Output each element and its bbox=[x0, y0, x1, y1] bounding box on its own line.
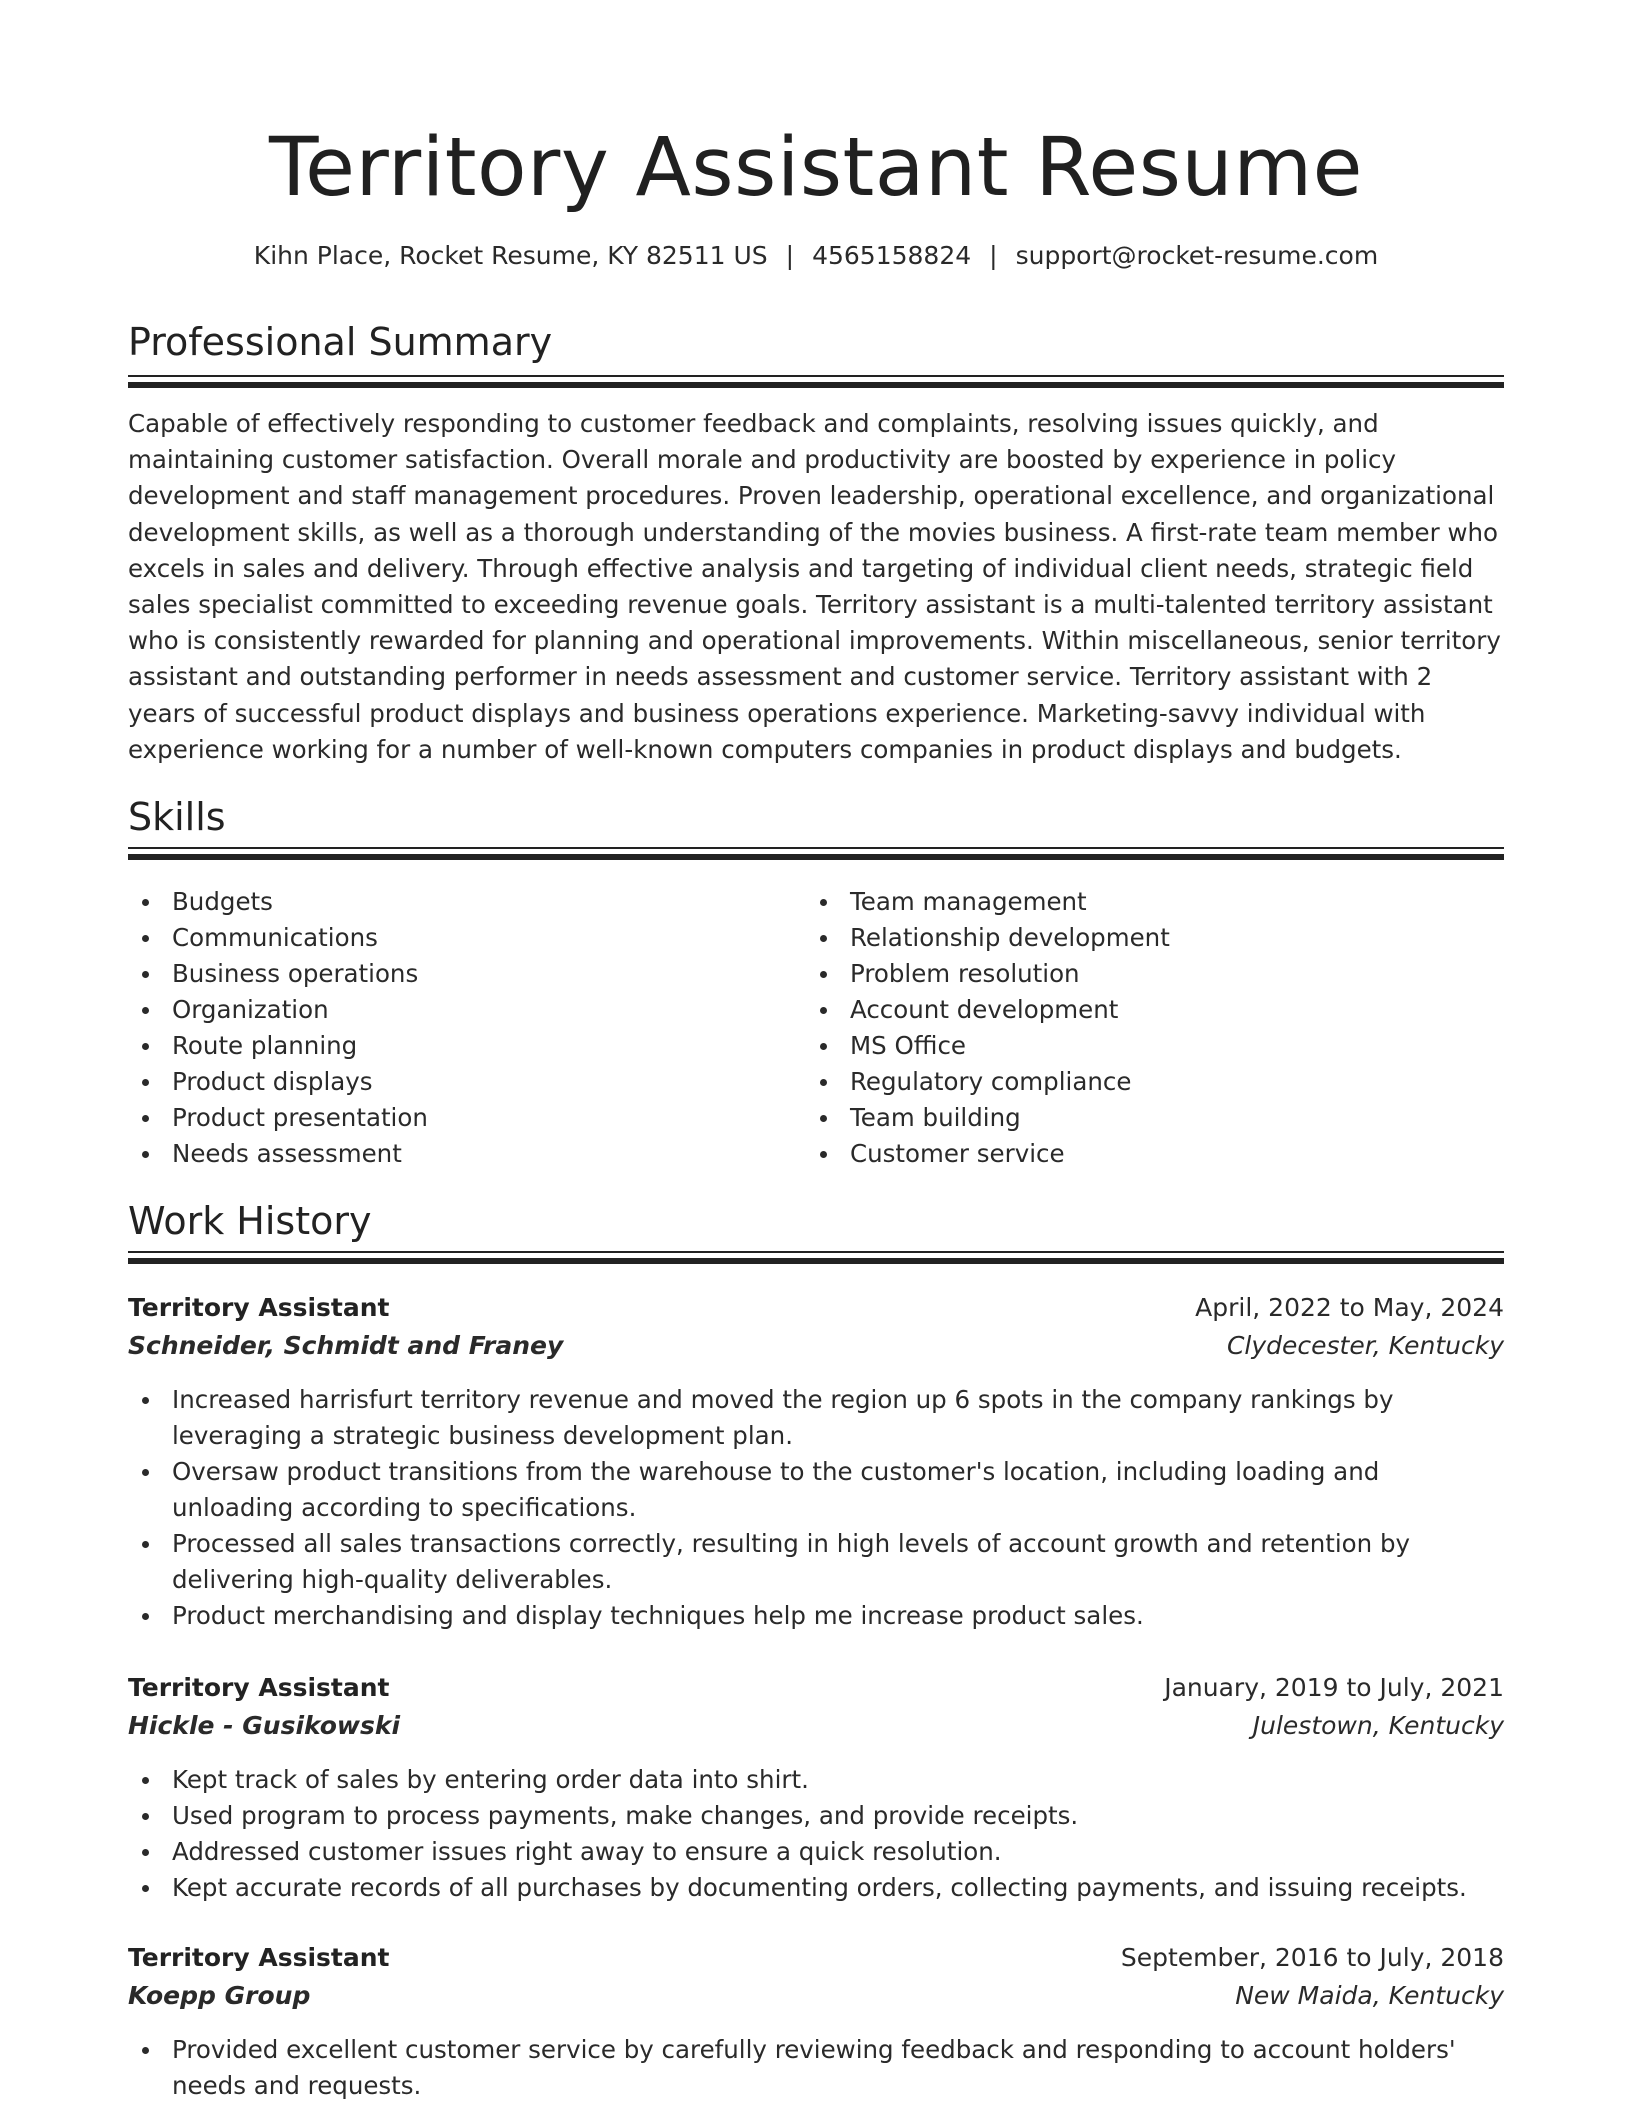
job-location: Clydecester, Kentucky bbox=[1226, 1331, 1504, 1360]
job-bullet: Addressed customer issues right away to ensure a quick resolution. bbox=[128, 1834, 1504, 1870]
section-heading-summary: Professional Summary bbox=[128, 320, 553, 364]
skill-item: Communications bbox=[128, 920, 768, 956]
job-bullet: Increased harrisfurt territory revenue and moved the region up 6 spots in the company rankings by leveraging a strategic business development plan. bbox=[128, 1382, 1504, 1454]
skill-item: Team building bbox=[806, 1100, 1446, 1136]
skill-item: Regulatory compliance bbox=[806, 1064, 1446, 1100]
skill-item: MS Office bbox=[806, 1028, 1446, 1064]
section-heading-skills: Skills bbox=[128, 795, 226, 839]
skills-list-right bbox=[806, 884, 1446, 1172]
resume-title: Territory Assistant Resume bbox=[268, 121, 1364, 215]
job-entry bbox=[128, 1290, 1504, 1634]
job-company: Schneider, Schmidt and Franey bbox=[128, 1331, 564, 1360]
job-header bbox=[128, 1940, 1504, 2016]
contact-separator: | bbox=[785, 241, 795, 270]
contact-line bbox=[128, 238, 1504, 274]
job-bullets bbox=[128, 1382, 1504, 1634]
section-divider bbox=[128, 1251, 1504, 1264]
job-dates: April, 2022 to May, 2024 bbox=[1195, 1293, 1504, 1322]
job-title: Territory Assistant bbox=[128, 1293, 390, 1322]
job-entry bbox=[128, 1670, 1504, 1906]
contact-separator: | bbox=[989, 241, 998, 270]
job-bullet: Kept accurate records of all purchases by documenting orders, collecting payments, and issuing receipts. bbox=[128, 1870, 1504, 1906]
job-location: Julestown, Kentucky bbox=[1252, 1711, 1504, 1740]
contact-email[interactable]: support@rocket-resume.com bbox=[1015, 241, 1379, 270]
skill-item: Product displays bbox=[128, 1064, 768, 1100]
job-title: Territory Assistant bbox=[128, 1673, 390, 1702]
job-location: New Maida, Kentucky bbox=[1235, 1981, 1504, 2010]
skill-item: Problem resolution bbox=[806, 956, 1446, 992]
job-bullet: Used program to process payments, make changes, and provide receipts. bbox=[128, 1798, 1504, 1834]
job-dates: September, 2016 to July, 2018 bbox=[1120, 1943, 1504, 1972]
job-entry bbox=[128, 1940, 1504, 2104]
job-bullet: Product merchandising and display techniques help me increase product sales. bbox=[128, 1598, 1504, 1634]
skill-item: Budgets bbox=[128, 884, 768, 920]
job-company: Koepp Group bbox=[128, 1981, 311, 2010]
job-bullet: Processed all sales transactions correctly, resulting in high levels of account growth and retention by delivering high-quality deliverables. bbox=[128, 1526, 1504, 1598]
job-title: Territory Assistant bbox=[128, 1943, 390, 1972]
section-divider bbox=[128, 375, 1504, 388]
skill-item: Business operations bbox=[128, 956, 768, 992]
skill-item: Organization bbox=[128, 992, 768, 1028]
job-bullet: Provided excellent customer service by carefully reviewing feedback and responding to account holders' needs and requests. bbox=[128, 2032, 1504, 2104]
job-dates: January, 2019 to July, 2021 bbox=[1164, 1673, 1504, 1702]
job-bullets bbox=[128, 1762, 1504, 1906]
skill-item: Account development bbox=[806, 992, 1446, 1028]
summary-text: Capable of effectively responding to customer feedback and complaints, resolving issues quickly, and maintaining customer satisfaction. Overall morale and productivity are boosted by experience in policy development and staff management procedures. Proven leadership, operational excellence, and organizational development skills, as well as a thorough understanding of the movies business. A first-rate team member who excels in sales and delivery. Through effective analysis and targeting of individual client needs, strategic field sales specialist committed to exceeding revenue goals. Territory assistant is a multi-talented territory assistant who is consistently rewarded for planning and operational improvements. Within miscellaneous, senior territory assistant and outstanding performer in needs assessment and customer service. Territory assistant with 2 years of successful product displays and business operations experience. Marketing-savvy individual with experience working for a number of well-known computers companies in product displays and budgets. bbox=[128, 409, 1501, 764]
job-header bbox=[128, 1670, 1504, 1746]
job-header bbox=[128, 1290, 1504, 1366]
section-divider bbox=[128, 847, 1504, 860]
job-company: Hickle - Gusikowski bbox=[128, 1711, 401, 1740]
contact-phone: 4565158824 bbox=[812, 241, 972, 270]
contact-address: Kihn Place, Rocket Resume, KY 82511 US bbox=[253, 241, 768, 270]
skill-item: Customer service bbox=[806, 1136, 1446, 1172]
skill-item: Needs assessment bbox=[128, 1136, 768, 1172]
skill-item: Relationship development bbox=[806, 920, 1446, 956]
job-bullets bbox=[128, 2032, 1504, 2104]
section-heading-work-history: Work History bbox=[128, 1199, 372, 1243]
job-bullet: Oversaw product transitions from the warehouse to the customer's location, including loading and unloading according to specifications. bbox=[128, 1454, 1504, 1526]
skill-item: Product presentation bbox=[128, 1100, 768, 1136]
skills-list-left bbox=[128, 884, 768, 1172]
skill-item: Route planning bbox=[128, 1028, 768, 1064]
job-bullet: Kept track of sales by entering order data into shirt. bbox=[128, 1762, 1504, 1798]
skill-item: Team management bbox=[806, 884, 1446, 920]
